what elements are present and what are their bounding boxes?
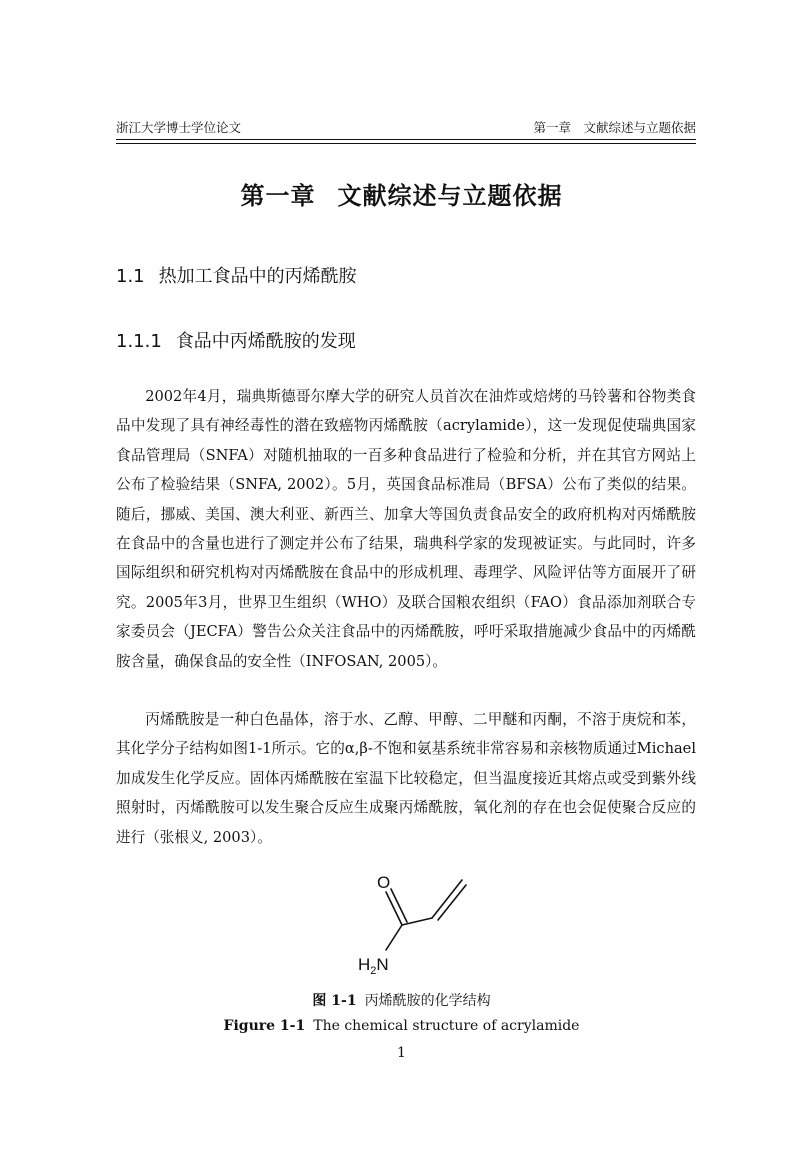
section-title: 食品中丙烯酰胺的发现 — [175, 331, 356, 352]
acrylamide-structure-diagram — [340, 870, 480, 980]
bond-c-c-vinyl — [432, 880, 462, 918]
section-heading-1-1 — [116, 262, 357, 288]
header-chapter-title: 第一章 文献综述与立题依据 — [533, 120, 696, 135]
chapter-name: 文献综述与立题依据 — [337, 182, 563, 210]
atom-oxygen: O — [377, 873, 391, 892]
body-paragraph-2: 丙烯酰胺是一种白色晶体，溶于水、乙醇、甲醇、二甲醚和丙酮，不溶于庚烷和苯，其化学分子结构如图1-1所示。它的α,β-不饱和氨基系统非常容易和亲核物质通过Michael加成发生化学反应。固体丙烯酰胺在室温下比较稳定，但当温度接近其熔点或受到紫外线照射时，丙烯酰胺可以发生聚合反应生成聚丙烯酰胺，氧化剂的存在也会促使聚合反应的进行（张根义, 2003）。 — [116, 711, 696, 846]
running-header — [116, 116, 696, 138]
caption-label: Figure 1-1 — [223, 1018, 306, 1034]
bond-c-n — [386, 925, 402, 950]
bond-c-c-vinyl-double — [438, 885, 466, 920]
section-number: 1.1.1 — [116, 331, 162, 352]
page-number: 1 — [397, 1045, 406, 1061]
figure-caption-en — [0, 1018, 803, 1034]
header-thesis-title: 浙江大学博士学位论文 — [116, 120, 242, 135]
section-number: 1.1 — [116, 266, 145, 287]
figure-caption-cn — [0, 990, 803, 1010]
section-heading-1-1-1 — [116, 327, 356, 353]
caption-text: The chemical structure of acrylamide — [313, 1018, 580, 1034]
body-paragraph-1: 2002年4月，瑞典斯德哥尔摩大学的研究人员首次在油炸或焙烤的马铃薯和谷物类食品中发现了具有神经毒性的潜在致癌物丙烯酰胺（acrylamide），这一发现促使瑞典国家食品管理局（SNFA）对随机抽取的一百多种食品进行了检验和分析，并在其官方网站上公布了检验结果（SNFA, 2002）。5月，英国食品标准局（BFSA）公布了类似的结果。随后，挪威、美国、澳大利亚、新西兰、加拿大等国负责食品安全的政府机构对丙烯酰胺在食品中的含量也进行了测定并公布了结果，瑞典科学家的发现被证实。与此同时，许多国际组织和研究机构对丙烯酰胺在食品中的形成机理、毒理学、风险评估等方面展开了研究。2005年3月，世界卫生组织（WHO）及联合国粮农组织（FAO）食品添加剂联合专家委员会（JECFA）警告公众关注食品中的丙烯酰胺，呼吁采取措施减少食品中的丙烯酰胺含量，确保食品的安全性（INFOSAN, 2005）。 — [116, 388, 696, 670]
atom-amine: $H_2N$ — [358, 955, 389, 977]
caption-text: 丙烯酰胺的化学结构 — [364, 993, 491, 1009]
header-rule-thin — [116, 143, 696, 144]
header-rule-thick — [116, 139, 696, 140]
caption-label: 图 1-1 — [312, 993, 357, 1009]
chapter-title — [0, 176, 803, 211]
section-title: 热加工食品中的丙烯酰胺 — [158, 266, 357, 287]
chapter-label: 第一章 — [240, 182, 316, 210]
